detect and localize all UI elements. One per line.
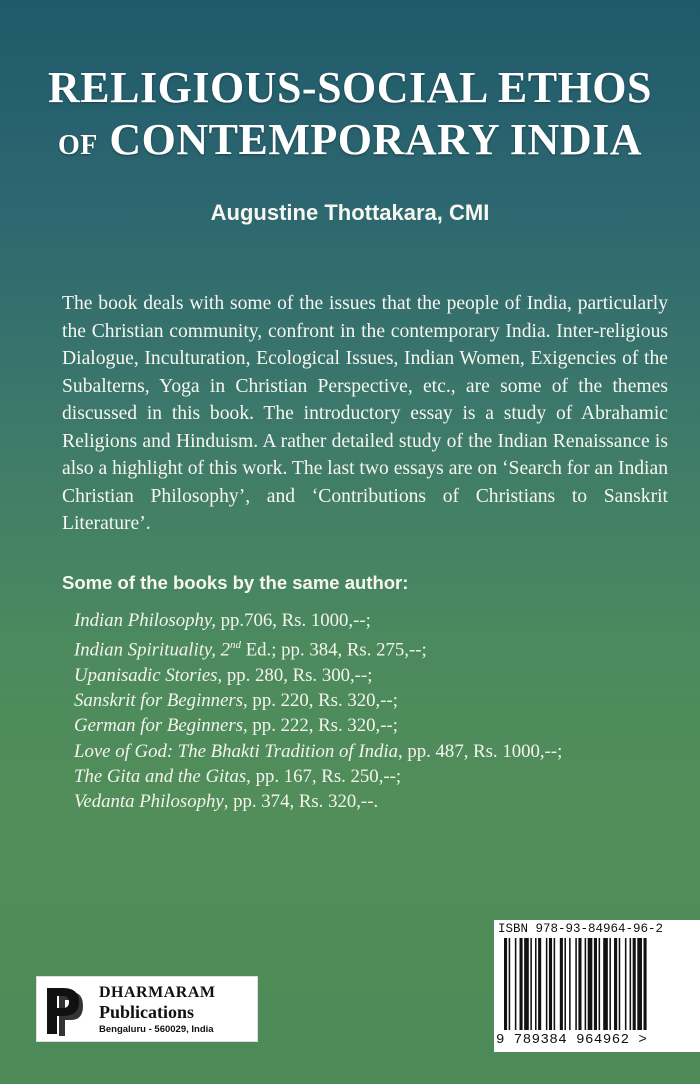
book-details: , pp. 222, Rs. 320,--; [243, 715, 398, 737]
book-item [74, 688, 694, 713]
book-details: , pp. 167, Rs. 250,--; [246, 766, 402, 788]
book-item [74, 608, 694, 633]
book-details: Ed.; pp. 384, Rs. 275,--; [241, 639, 427, 661]
publisher-name: DHARMARAM [99, 984, 216, 1001]
book-title-text: Love of God: The Bhakti Tradition of India [74, 740, 398, 762]
book-title-text: Indian Philosophy, [74, 610, 216, 631]
book-title-text: Indian Spirituality, 2 [74, 639, 230, 661]
book-item [74, 764, 694, 789]
publisher-subtitle: Publications [99, 1002, 195, 1022]
title-of: OF [58, 130, 98, 161]
barcode-bar [524, 938, 529, 1030]
book-item [74, 633, 694, 663]
barcode-bar [633, 938, 636, 1030]
barcode-bar [549, 938, 552, 1030]
book-title-text: The Gita and the Gitas [74, 766, 247, 788]
publisher-logo-icon [43, 984, 85, 1038]
book-description: The book deals with some of the issues that the people of India, particularly the Christian community, confront in the contemporary India. Inter-religious Dialogue, Inculturation, Ecological Issues, Indian Women, Exigencies of the Subalterns, Yoga in Christian Perspective, etc., are some of the themes discussed in this book. The introductory essay is a study of Abrahamic Religions and Hinduism. A rather detailed study of the Indian Renaissance is also a highlight of this work. The last two essays are on ‘Search for an Indian Christian Philosophy’, and ‘Contributions of Christians to Sanskrit Literature’. [62, 293, 668, 534]
book-title-text: Upanisadic Stories [74, 664, 218, 686]
book-details: , pp. 220, Rs. 320,--; [243, 690, 398, 712]
title-line-1: RELIGIOUS-SOCIAL ETHOS [48, 63, 652, 112]
title-line-2-text: CONTEMPORARY INDIA [109, 115, 642, 164]
barcode-bar [554, 938, 556, 1030]
barcode-bar [644, 938, 647, 1030]
barcode-bar [564, 938, 566, 1030]
book-item [74, 713, 694, 738]
barcode-bar [560, 938, 563, 1030]
books-heading: Some of the books by the same author: [62, 572, 409, 593]
book-list [74, 608, 694, 815]
barcode-bar [619, 938, 621, 1030]
barcode-bar [538, 938, 541, 1030]
barcode-bar [569, 938, 571, 1030]
author-name: Augustine Thottakara, CMI [210, 200, 490, 225]
barcode-bar [630, 938, 632, 1030]
book-item [74, 789, 694, 814]
barcode-bar [585, 938, 587, 1030]
book-edition-sup: nd [230, 639, 241, 652]
book-details: , pp. 487, Rs. 1000,--; [397, 740, 563, 762]
barcode-bar [520, 938, 523, 1030]
barcode-bar [530, 938, 532, 1030]
barcode-bar [535, 938, 537, 1030]
book-item [74, 663, 694, 688]
barcode-bar [609, 938, 611, 1030]
barcode-bar [546, 938, 548, 1030]
barcode-bar [594, 938, 597, 1030]
book-title [0, 62, 700, 172]
barcode-bars [504, 938, 690, 1030]
book-title-text: Sanskrit for Beginners [74, 690, 244, 712]
barcode-bar [504, 938, 507, 1030]
barcode-bar [637, 938, 642, 1030]
barcode-bar [625, 938, 627, 1030]
book-details: , pp. 374, Rs. 320,--. [223, 791, 379, 813]
barcode-bar [509, 938, 511, 1030]
isbn-barcode [494, 920, 700, 1052]
barcode-bar [575, 938, 577, 1030]
book-title-text: Vedanta Philosophy [74, 791, 224, 813]
barcode-bar [588, 938, 593, 1030]
isbn-digits: 9 789384 964962 > [496, 1032, 648, 1048]
barcode-bar [599, 938, 601, 1030]
publisher-logo-box [36, 976, 258, 1042]
book-details: , pp. 280, Rs. 300,--; [217, 664, 373, 686]
isbn-text: ISBN 978-93-84964-96-2 [498, 922, 664, 936]
barcode-bar [614, 938, 617, 1030]
barcode-bar [515, 938, 517, 1030]
book-item [74, 739, 694, 764]
barcode-bar [603, 938, 608, 1030]
publisher-address: Bengaluru - 560029, India [99, 1024, 214, 1035]
title-line-2 [0, 114, 700, 172]
book-title-text: German for Beginners [74, 715, 244, 737]
barcode-bar [578, 938, 581, 1030]
book-details: pp.706, Rs. 1000,--; [215, 610, 371, 631]
